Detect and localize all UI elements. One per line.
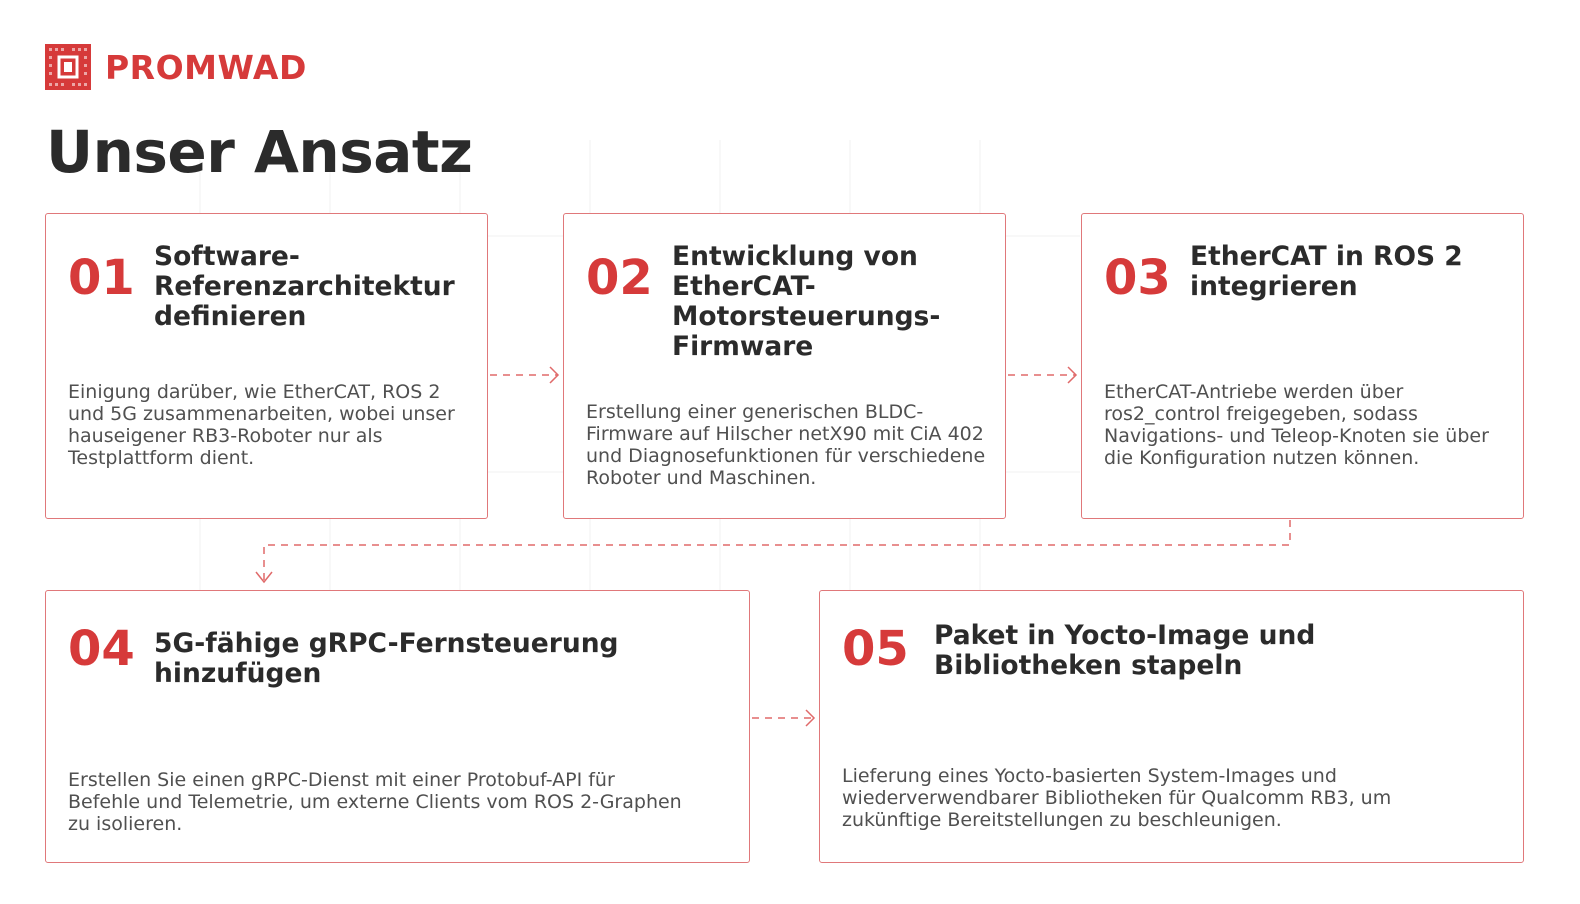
step-number: 05 [842,621,909,677]
step-description: EtherCAT-Antriebe werden über ros2_control freigegeben, sodass Navigations- und Teleop-Knoten sie über die Konfiguration nutzen können. [1104,381,1489,469]
step-title: Entwicklung von EtherCAT-Motorsteuerungs-Firmware [672,241,941,362]
step-title: Software-Referenzarchitektur definieren [154,241,455,332]
step-card-04 [45,590,750,863]
step-card-03 [1081,213,1524,519]
step-card-01 [45,213,488,519]
step-number: 04 [68,621,135,677]
step-title: EtherCAT in ROS 2 integrieren [1190,241,1463,302]
connector-3-4 [264,520,1290,580]
step-card-02 [563,213,1006,519]
step-number: 03 [1104,250,1171,306]
step-title: 5G-fähige gRPC-Fernsteuerung hinzufügen [154,628,619,689]
step-number: 02 [586,250,653,306]
step-number: 01 [68,250,135,306]
step-card-05 [819,590,1524,863]
brand-name: PROMWAD [105,47,307,87]
step-description: Erstellung einer generischen BLDC-Firmware auf Hilscher netX90 mit CiA 402 und Diagnosefunktionen für verschiedene Roboter und Maschinen. [586,401,986,489]
step-title: Paket in Yocto-Image und Bibliotheken stapeln [934,620,1316,681]
step-description: Einigung darüber, wie EtherCAT, ROS 2 und 5G zusammenarbeiten, wobei unser hauseigener RB3-Roboter nur als Testplattform dient. [68,381,455,469]
step-description: Erstellen Sie einen gRPC-Dienst mit einer Protobuf-API für Befehle und Telemetrie, um externe Clients vom ROS 2-Graphen zu isolieren. [68,769,682,835]
page-title: Unser Ansatz [46,118,473,186]
step-description: Lieferung eines Yocto-basierten System-Images und wiederverwendbarer Bibliotheken für Qualcomm RB3, um zukünftige Bereitstellungen zu beschleunigen. [842,765,1392,831]
